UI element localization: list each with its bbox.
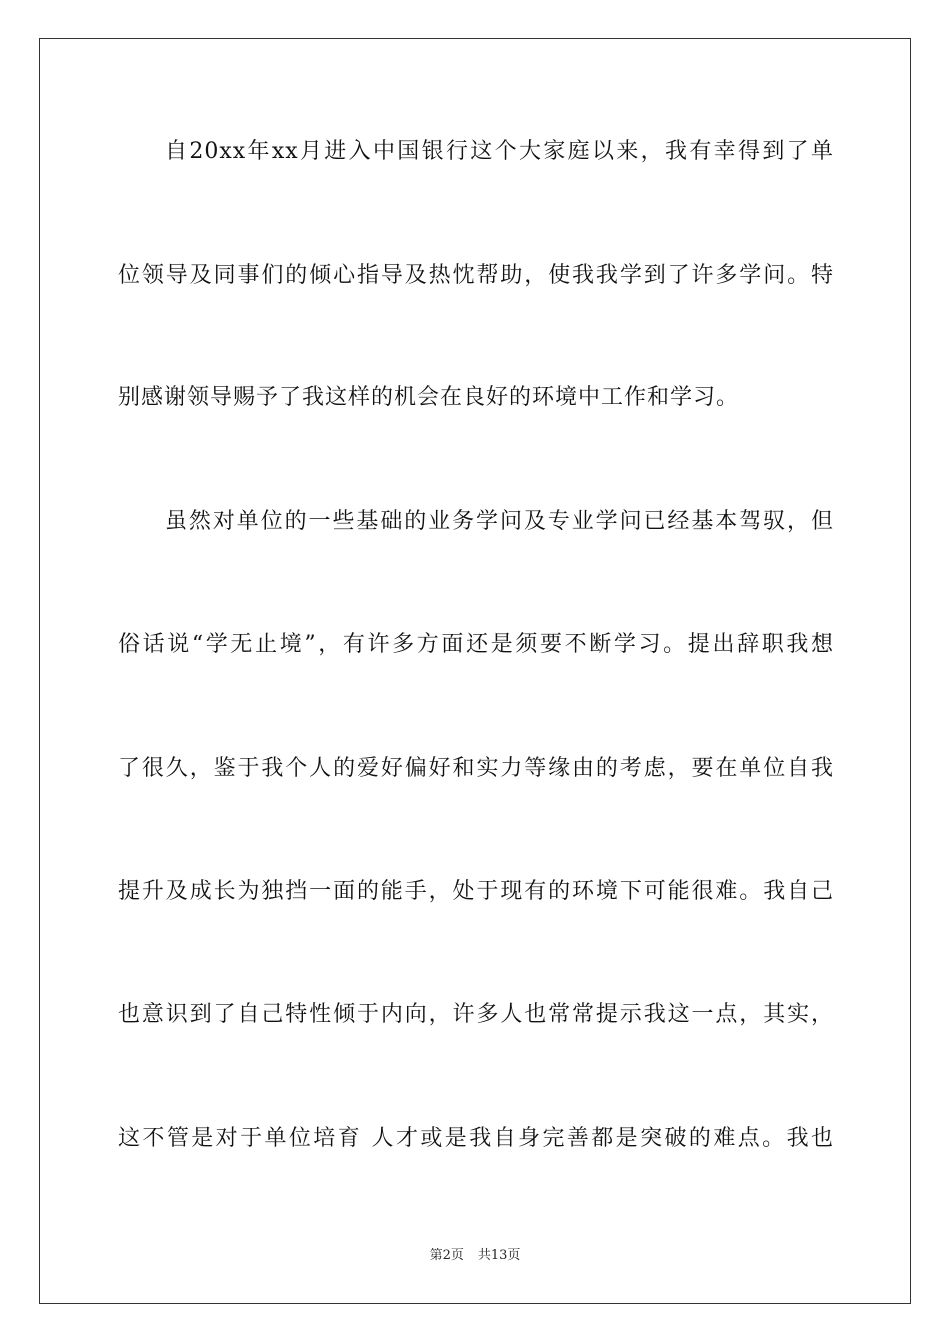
page-footer — [0, 1247, 950, 1265]
paragraph-1-line-3: 别感谢领导赐予了我这样的机会在良好的环境中工作和学习。 — [118, 385, 740, 410]
page-frame — [39, 38, 911, 1304]
paragraph-2-line-5: 也意识到了自己特性倾于内向，许多人也常常提示我这一点，其实， — [118, 1002, 834, 1027]
paragraph-2-line-4: 提升及成长为独挡一面的能手，处于现有的环境下可能很难。我自己 — [118, 879, 834, 904]
page-total: 共13页 — [477, 1248, 521, 1263]
paragraph-1-line-2: 位领导及同事们的倾心指导及热忱帮助，使我我学到了许多学问。特 — [118, 263, 834, 288]
paragraph-2-line-2: 俗话说“学无止境”，有许多方面还是须要不断学习。提出辞职我想 — [118, 632, 834, 657]
paragraph-2-line-3: 了很久，鉴于我个人的爱好偏好和实力等缘由的考虑，要在单位自我 — [118, 756, 834, 781]
paragraph-2-line-1: 虽然对单位的一些基础的业务学问及专业学问已经基本驾驭，但 — [165, 509, 834, 534]
paragraph-2-line-6: 这不管是对于单位培育 人才或是我自身完善都是突破的难点。我也 — [118, 1126, 834, 1151]
paragraph-1-line-1: 自20xx年xx月进入中国银行这个大家庭以来，我有幸得到了单 — [165, 139, 834, 164]
page-number: 第2页 — [429, 1248, 464, 1263]
